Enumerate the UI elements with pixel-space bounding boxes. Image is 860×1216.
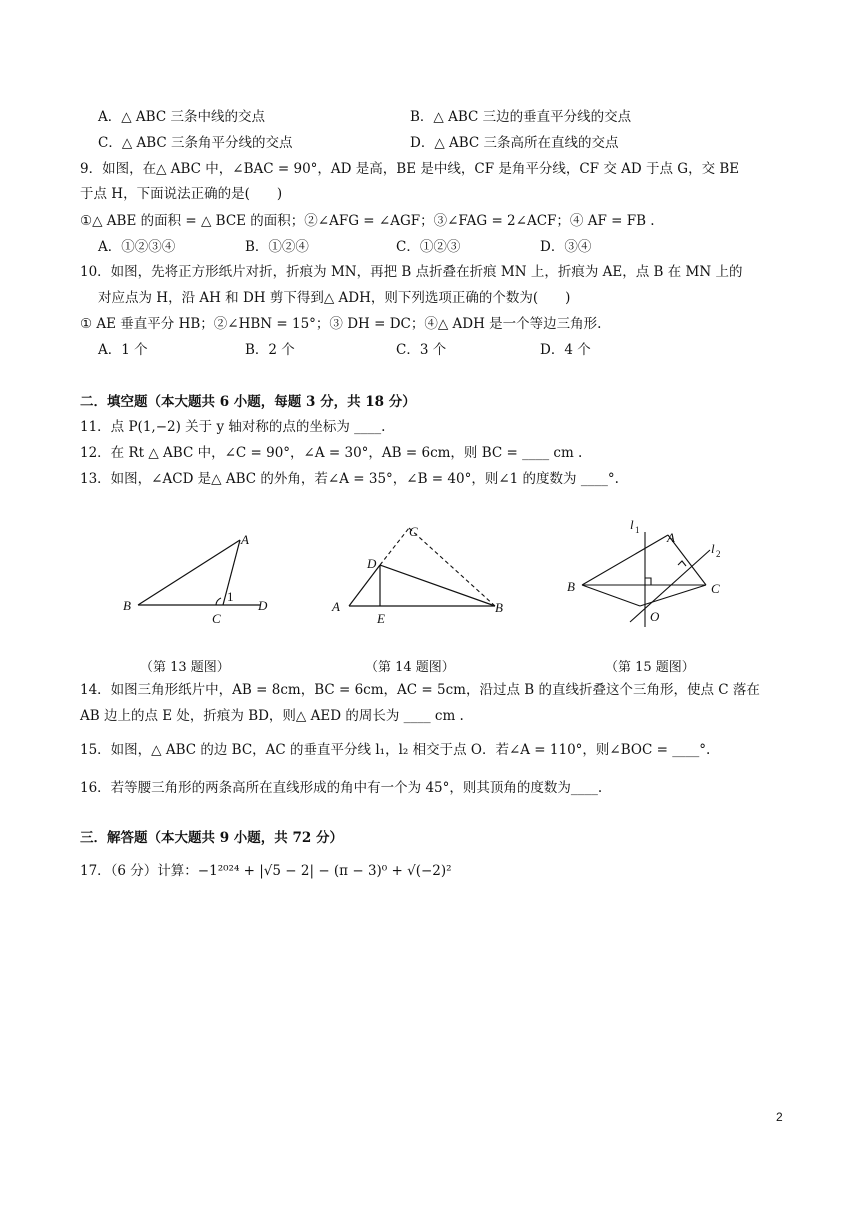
q10-option-b: B．2 个 xyxy=(245,342,295,358)
q9-option-c: C．①②③ xyxy=(396,239,461,255)
fig14-label-c: C xyxy=(409,524,418,539)
page-number: 2 xyxy=(776,1110,783,1124)
q10-stem-line2: 对应点为 H，沿 AH 和 DH 剪下得到△ ADH，则下列选项正确的个数为( ) xyxy=(98,290,571,306)
fig13-label-1: 1 xyxy=(227,589,234,604)
fig15-label-l2: l xyxy=(711,541,715,556)
q16: 16．若等腰三角形的两条高所在直线形成的角中有一个为 45°，则其顶角的度数为____. xyxy=(80,780,603,796)
q10-option-d: D．4 个 xyxy=(540,342,591,358)
fig15-lines xyxy=(582,532,710,627)
fig14-dashed-fold xyxy=(380,528,495,606)
q8-option-b: B．△ ABC 三边的垂直平分线的交点 xyxy=(410,109,632,125)
fig14-caption: （第 14 题图） xyxy=(365,660,455,675)
section2-heading: 二．填空题（本大题共 6 小题，每题 3 分，共 18 分） xyxy=(80,394,416,410)
fig14-label-a: A xyxy=(332,599,340,614)
q9-option-d: D．③④ xyxy=(540,239,592,255)
fig15-label-b: B xyxy=(567,579,575,594)
q9-statements: ①△ ABE 的面积 = △ BCE 的面积；②∠AFG = ∠AGF；③∠FAG = 2∠ACF；④ AF = FB . xyxy=(80,213,655,229)
q8-option-a: A．△ ABC 三条中线的交点 xyxy=(98,109,265,125)
q10-option-a: A．1 个 xyxy=(98,342,148,358)
fig13-caption: （第 13 题图） xyxy=(140,660,230,675)
fig15-label-c: C xyxy=(711,581,720,596)
fig13-label-b: B xyxy=(123,598,131,613)
fig15-label-l1: l xyxy=(630,517,634,532)
figure-13 xyxy=(115,528,285,628)
section3-heading: 三．解答题（本大题共 9 小题，共 72 分） xyxy=(80,830,343,846)
fig13-label-d: D xyxy=(258,598,268,613)
fig13-triangle xyxy=(138,540,260,605)
q10-option-c: C．3 个 xyxy=(396,342,447,358)
q9-option-a: A．①②③④ xyxy=(98,239,176,255)
fig14-label-b: B xyxy=(495,600,503,615)
fig15-caption: （第 15 题图） xyxy=(605,660,695,675)
q9-option-b: B．①②④ xyxy=(245,239,309,255)
q14-line1: 14．如图三角形纸片中，AB = 8cm，BC = 6cm，AC = 5cm，沿过点 B 的直线折叠这个三角形，使点 C 落在 xyxy=(80,682,760,698)
q15: 15．如图，△ ABC 的边 BC，AC 的垂直平分线 l₁，l₂ 相交于点 O．若∠A = 110°，则∠BOC = ____°. xyxy=(80,742,711,758)
q9-stem-line1: 9．如图，在△ ABC 中，∠BAC = 90°，AD 是高，BE 是中线，CF 是角平分线，CF 交 AD 于点 G，交 BE xyxy=(80,161,740,177)
q13: 13．如图，∠ACD 是△ ABC 的外角，若∠A = 35°，∠B = 40°，则∠1 的度数为 ____°. xyxy=(80,471,619,487)
q10-statements: ① AE 垂直平分 HB；②∠HBN = 15°；③ DH = DC；④△ ADH 是一个等边三角形. xyxy=(80,316,602,332)
fig15-label-o: O xyxy=(650,609,660,624)
q14-line2: AB 边上的点 E 处，折痕为 BD，则△ AED 的周长为 ____ cm . xyxy=(80,708,464,724)
q8-option-c: C．△ ABC 三条角平分线的交点 xyxy=(98,135,293,151)
q9-stem-line2: 于点 H，下面说法正确的是( ) xyxy=(80,186,283,202)
fig14-label-e: E xyxy=(377,611,385,626)
q8-option-d: D．△ ABC 三条高所在直线的交点 xyxy=(410,135,619,151)
fig13-label-a: A xyxy=(241,532,249,547)
q11: 11．点 P(1,−2) 关于 y 轴对称的点的坐标为 ____. xyxy=(80,419,386,435)
fig15-label-l1-sub: 1 xyxy=(635,525,640,535)
fig15-label-a: A xyxy=(667,530,675,545)
fig15-label-l2-sub: 2 xyxy=(716,549,721,559)
q12: 12．在 Rt △ ABC 中，∠C = 90°，∠A = 30°，AB = 6cm，则 BC = ____ cm . xyxy=(80,445,583,461)
figure-14 xyxy=(325,520,515,630)
fig13-label-c: C xyxy=(212,611,221,626)
q17: 17．（6 分）计算：−1²⁰²⁴ + |√5 − 2| − (π − 3)⁰ + √(−2)² xyxy=(80,863,452,879)
figure-15 xyxy=(560,515,740,630)
q10-stem-line1: 10．如图，先将正方形纸片对折，折痕为 MN，再把 B 点折叠在折痕 MN 上，折痕为 AE，点 B 在 MN 上的 xyxy=(80,264,743,280)
fig14-label-d: D xyxy=(367,556,377,571)
